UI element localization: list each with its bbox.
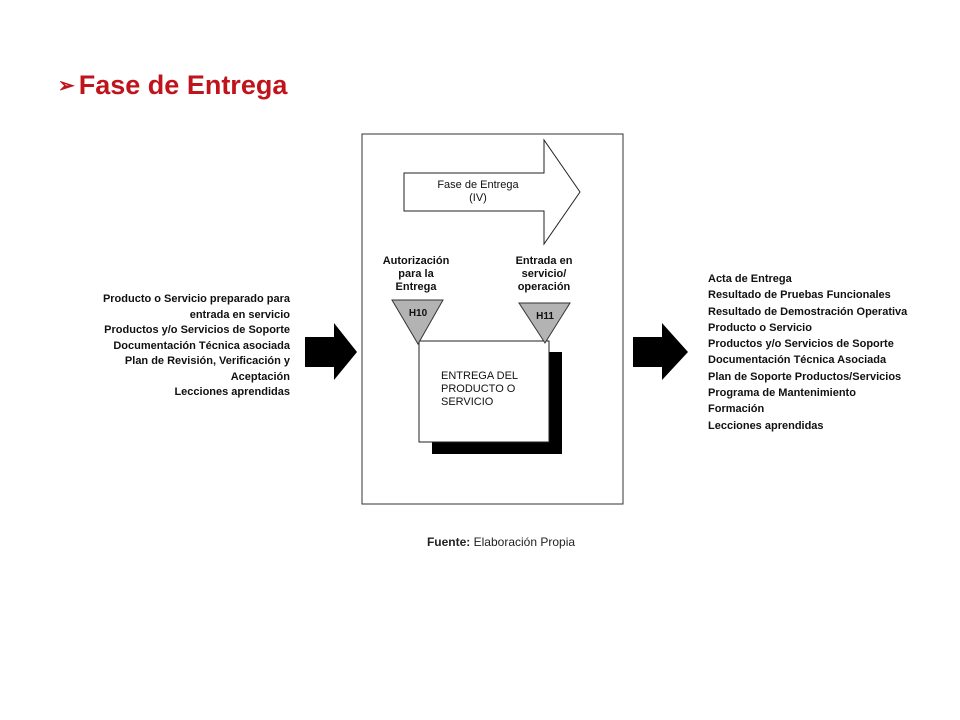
input-item: Documentación Técnica asociada [113, 339, 290, 352]
inputs-list [50, 292, 290, 401]
input-item: Plan de Revisión, Verificación y [124, 355, 290, 367]
output-arrow-icon [633, 323, 688, 380]
process-box-text-1: ENTREGA DEL [441, 370, 519, 382]
arrow-bullet-icon: ➢ [58, 75, 75, 97]
output-item: Formación [708, 403, 765, 416]
input-arrow-icon [305, 323, 357, 380]
milestone-h10-label-3: Entrega [395, 281, 437, 293]
milestone-h10-label-2: para la [398, 268, 434, 280]
outputs-list [708, 271, 953, 434]
input-item: Aceptación [230, 370, 290, 383]
process-box-text-2: PRODUCTO O [441, 383, 516, 395]
input-item: entrada en servicio [189, 308, 290, 321]
milestone-h11-code: H11 [536, 311, 554, 322]
output-item: Plan de Soporte Productos/Servicios [708, 370, 902, 383]
phase-arrow-label-2: (IV) [469, 192, 487, 204]
slide-title-text: Fase de Entrega [78, 70, 288, 100]
milestone-h11-label-2: servicio/ [521, 268, 567, 280]
output-item: Resultado de Demostración Operativa [708, 305, 908, 318]
output-item: Producto o Servicio [708, 321, 812, 334]
milestone-h11-label-1: Entrada en [515, 255, 573, 267]
process-box-text-3: SERVICIO [441, 396, 494, 408]
figure-caption [0, 535, 960, 549]
output-item: Acta de Entrega [708, 273, 792, 285]
input-item: Lecciones aprendidas [174, 386, 290, 398]
caption-label: Fuente: [426, 535, 471, 549]
milestone-h10-label-1: Autorización [382, 255, 450, 267]
input-item: Producto o Servicio preparado para [102, 293, 290, 305]
caption-text: Elaboración Propia [473, 535, 576, 549]
output-item: Productos y/o Servicios de Soporte [708, 338, 894, 351]
output-item: Lecciones aprendidas [708, 419, 824, 432]
milestone-h11-label-3: operación [517, 281, 571, 293]
output-item: Documentación Técnica Asociada [708, 354, 887, 367]
milestone-h10-code: H10 [408, 308, 428, 319]
input-item: Productos y/o Servicios de Soporte [104, 324, 290, 336]
output-item: Resultado de Pruebas Funcionales [708, 289, 891, 302]
output-item: Programa de Mantenimiento [708, 387, 856, 400]
phase-arrow-label-1: Fase de Entrega [437, 179, 519, 191]
